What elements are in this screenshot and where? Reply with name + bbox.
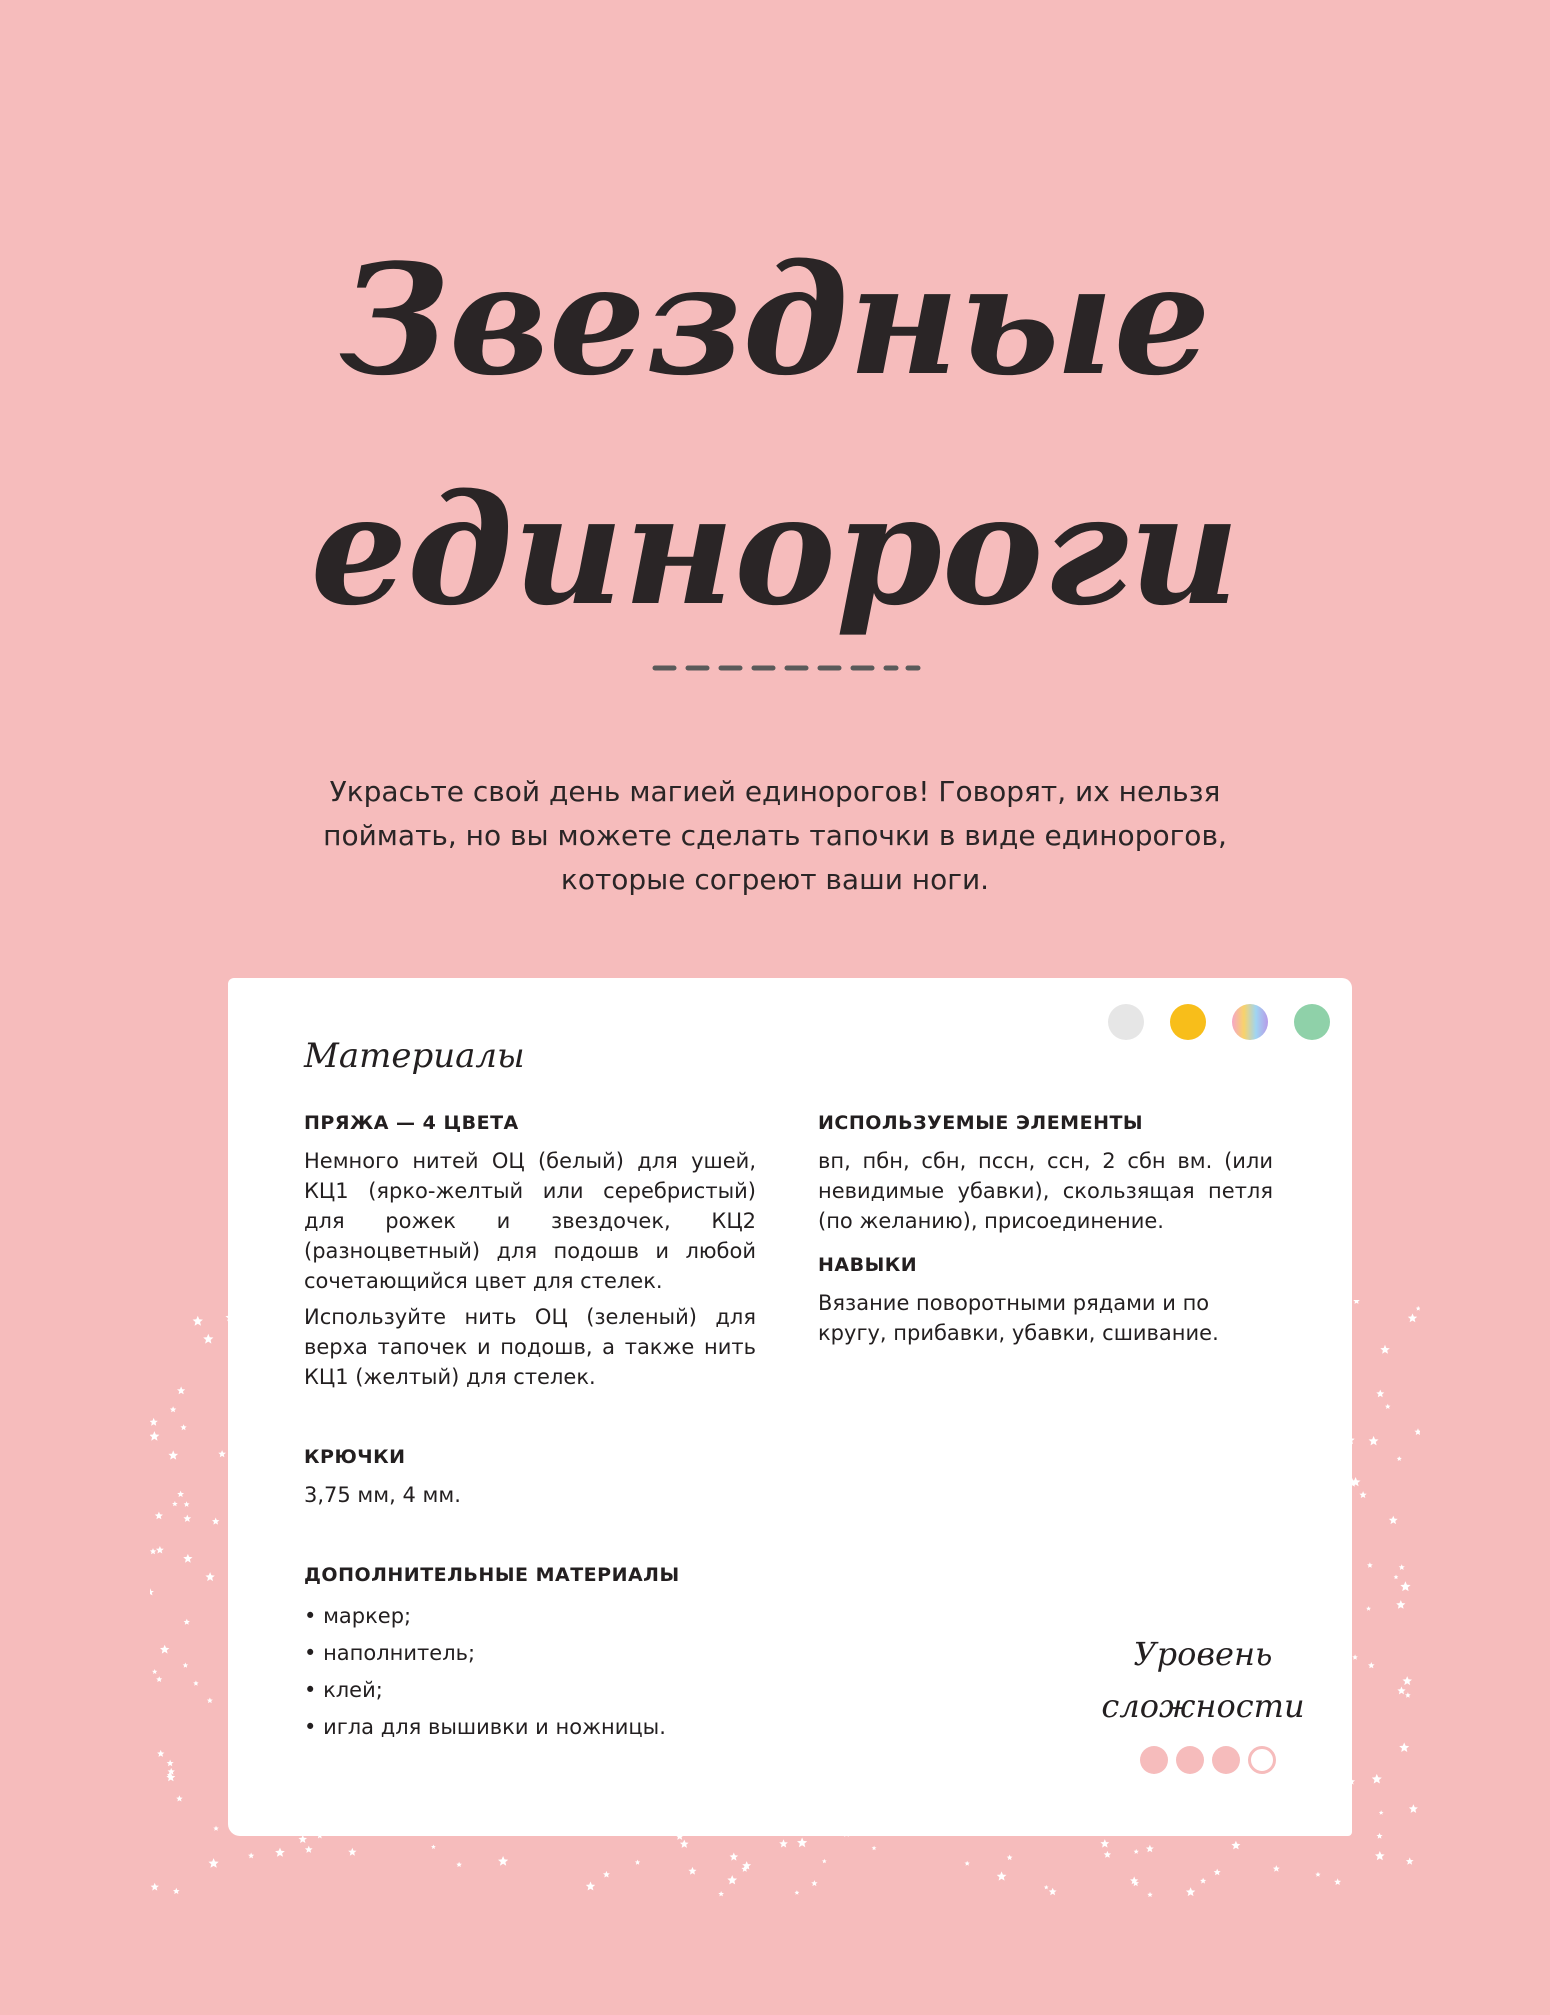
list-item: • маркер;: [304, 1598, 756, 1635]
hooks-title: КРЮЧКИ: [304, 1446, 406, 1468]
star-icon: [168, 1450, 178, 1459]
star-icon: [166, 1773, 175, 1782]
star-icon: [1394, 1575, 1399, 1580]
difficulty-dot-filled: [1140, 1746, 1168, 1774]
star-icon: [1396, 1600, 1405, 1609]
elements-title: ИСПОЛЬЗУЕМЫЕ ЭЛЕМЕНТЫ: [818, 1112, 1144, 1134]
star-icon: [795, 1890, 800, 1895]
star-icon: [218, 1450, 226, 1457]
star-icon: [1376, 1390, 1384, 1398]
materials-heading: Материалы: [304, 1036, 525, 1076]
star-icon: [1367, 1562, 1373, 1568]
star-icon: [1353, 1300, 1360, 1304]
star-icon: [151, 1883, 159, 1891]
star-icon: [779, 1839, 788, 1847]
elements-section: [818, 1108, 1273, 1236]
star-icon: [170, 1406, 176, 1412]
skills-title: НАВЫКИ: [818, 1254, 918, 1276]
star-icon: [1368, 1662, 1375, 1668]
star-icon: [1007, 1855, 1013, 1861]
difficulty-line-2: сложности: [1101, 1687, 1305, 1725]
star-icon: [305, 1846, 313, 1853]
star-icon: [680, 1840, 689, 1848]
star-icon: [150, 1548, 156, 1554]
star-icon: [1359, 1491, 1366, 1498]
list-item: • наполнитель;: [304, 1635, 756, 1672]
star-icon: [1389, 1516, 1398, 1524]
star-icon: [156, 1676, 162, 1682]
extra-materials-list: [304, 1598, 756, 1746]
star-icon: [299, 1835, 308, 1843]
swatch-yellow: [1170, 1004, 1206, 1040]
star-icon: [213, 1826, 219, 1831]
star-icon: [872, 1846, 877, 1851]
star-icon: [456, 1862, 462, 1867]
star-icon: [1416, 1306, 1420, 1311]
star-icon: [160, 1645, 169, 1654]
star-icon: [183, 1515, 191, 1522]
star-icon: [727, 1875, 737, 1884]
star-icon: [203, 1334, 213, 1344]
star-icon: [155, 1512, 163, 1520]
star-icon: [1200, 1878, 1206, 1884]
title-line-2: единороги: [310, 460, 1240, 639]
star-icon: [1399, 1743, 1409, 1753]
star-icon: [172, 1501, 178, 1506]
star-icon: [997, 1871, 1007, 1880]
star-icon: [1049, 1888, 1057, 1896]
star-icon: [152, 1669, 157, 1674]
star-icon: [1104, 1851, 1111, 1858]
star-icon: [1315, 1872, 1320, 1877]
star-icon: [1399, 1564, 1405, 1570]
star-icon: [431, 1845, 436, 1850]
star-icon: [180, 1424, 186, 1430]
extra-materials-section: [304, 1560, 756, 1746]
star-icon: [167, 1760, 174, 1767]
star-icon: [173, 1888, 180, 1894]
yarn-section: [304, 1108, 756, 1392]
star-icon: [1400, 1581, 1410, 1591]
dashed-divider: [652, 664, 922, 672]
star-icon: [718, 1891, 724, 1896]
star-icon: [635, 1860, 640, 1865]
hooks-section: [304, 1442, 756, 1510]
yarn-color-swatches: [1108, 1004, 1330, 1040]
star-icon: [1405, 1692, 1411, 1697]
star-icon: [1214, 1869, 1221, 1876]
star-icon: [1377, 1833, 1383, 1839]
hooks-text: 3,75 мм, 4 мм.: [304, 1483, 461, 1507]
star-icon: [348, 1848, 356, 1856]
star-icon: [1369, 1436, 1379, 1446]
star-icon: [1380, 1345, 1390, 1354]
star-icon: [1403, 1676, 1413, 1685]
star-icon: [1397, 1456, 1402, 1461]
list-item: • игла для вышивки и ножницы.: [304, 1709, 756, 1746]
skills-text: Вязание поворотными рядами и по кругу, прибавки, убавки, сшивание.: [818, 1291, 1219, 1345]
star-icon: [207, 1698, 213, 1704]
star-icon: [177, 1491, 184, 1498]
materials-right-column: [818, 1108, 1273, 1362]
difficulty-rating: [1140, 1746, 1276, 1774]
star-icon: [586, 1882, 595, 1891]
star-icon: [1366, 1606, 1371, 1611]
star-icon: [1147, 1892, 1152, 1897]
star-icon: [193, 1681, 198, 1686]
star-icon: [965, 1861, 970, 1866]
star-icon: [1100, 1839, 1109, 1848]
star-icon: [822, 1859, 827, 1864]
star-icon: [1397, 1687, 1405, 1695]
star-icon: [156, 1546, 164, 1554]
star-icon: [1375, 1851, 1385, 1860]
star-icon: [248, 1853, 254, 1859]
star-icon: [1406, 1857, 1414, 1864]
star-icon: [1379, 1810, 1384, 1815]
difficulty-line-1: Уровень: [1133, 1635, 1273, 1673]
skills-section: [818, 1250, 1273, 1348]
star-icon: [205, 1572, 214, 1581]
star-icon: [1231, 1841, 1240, 1850]
difficulty-dot-empty: [1248, 1746, 1276, 1774]
difficulty-label: [1088, 1628, 1318, 1732]
star-icon: [193, 1316, 203, 1326]
star-icon: [797, 1838, 807, 1848]
page-title: [0, 205, 1550, 665]
star-icon: [603, 1871, 610, 1878]
star-icon: [150, 1588, 154, 1595]
star-icon: [1146, 1845, 1154, 1853]
extra-materials-title: ДОПОЛНИТЕЛЬНЫЕ МАТЕРИАЛЫ: [304, 1564, 680, 1586]
star-icon: [1372, 1774, 1382, 1784]
star-icon: [730, 1853, 739, 1861]
star-icon: [811, 1880, 817, 1886]
yarn-title: ПРЯЖА — 4 ЦВЕТА: [304, 1112, 519, 1134]
star-icon: [1273, 1865, 1280, 1872]
star-icon: [275, 1848, 285, 1857]
star-icon: [1385, 1404, 1391, 1409]
star-icon: [212, 1518, 219, 1525]
star-icon: [150, 1418, 158, 1426]
star-icon: [688, 1867, 696, 1875]
yarn-paragraph-1: Немного нитей ОЦ (белый) для ушей, КЦ1 (ярко-желтый или серебристый) для рожек и звездочек, КЦ2 (разноцветный) для подошв и любой сочетающийся цвет для стелек.: [304, 1149, 756, 1293]
star-icon: [208, 1858, 218, 1868]
star-icon: [1334, 1878, 1341, 1885]
star-icon: [1409, 1804, 1418, 1813]
yarn-paragraph-2: Используйте нить ОЦ (зеленый) для верха тапочек и подошв, а также нить КЦ1 (желтый) для стелек.: [304, 1305, 756, 1389]
star-icon: [157, 1750, 164, 1757]
star-icon: [1186, 1887, 1195, 1896]
star-icon: [1414, 1428, 1420, 1435]
star-icon: [183, 1554, 192, 1563]
star-icon: [183, 1663, 189, 1668]
star-icon: [184, 1619, 190, 1625]
star-icon: [184, 1501, 190, 1507]
star-icon: [176, 1795, 183, 1801]
difficulty-dot-filled: [1176, 1746, 1204, 1774]
star-icon: [1408, 1313, 1417, 1322]
star-icon: [1044, 1885, 1049, 1890]
star-icon: [150, 1431, 159, 1441]
materials-card: [228, 978, 1352, 1836]
star-icon: [498, 1856, 508, 1866]
swatch-rainbow: [1232, 1004, 1268, 1040]
intro-text: Украсьте свой день магией единорогов! Говорят, их нельзя поймать, но вы можете сделать тапочки в виде единорогов, которые согреют ваши ноги.: [323, 775, 1227, 896]
list-item: • клей;: [304, 1672, 756, 1709]
difficulty-dot-filled: [1212, 1746, 1240, 1774]
elements-text: вп, пбн, сбн, пссн, ссн, 2 сбн вм. (или невидимые убавки), скользящая петля (по желанию), присоединение.: [818, 1149, 1273, 1233]
star-icon: [1134, 1849, 1139, 1854]
title-line-1: Звездные: [339, 230, 1211, 409]
swatch-green: [1294, 1004, 1330, 1040]
star-icon: [177, 1386, 185, 1394]
swatch-white: [1108, 1004, 1144, 1040]
star-icon: [1352, 1654, 1358, 1659]
materials-left-column: [304, 1108, 756, 1796]
